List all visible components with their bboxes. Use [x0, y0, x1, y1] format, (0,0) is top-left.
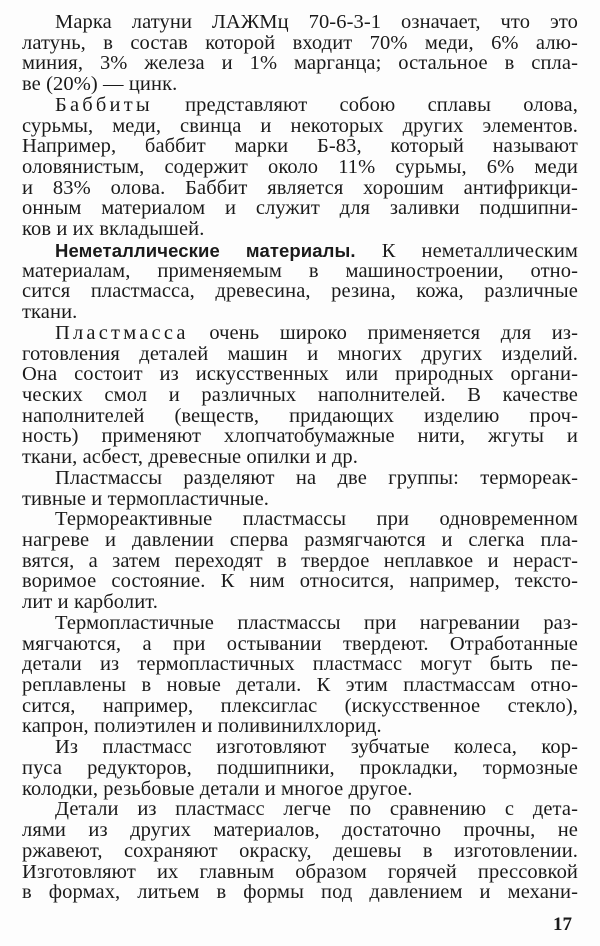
- line-text: Изготовляют их главным образом горячей прессовкой: [22, 860, 578, 883]
- line-text: Термореактивные пластмассы при одновременном: [55, 508, 578, 531]
- line-text: ткани.: [22, 301, 78, 324]
- line-text: сурьмы, меди, свинца и некоторых других элементов.: [22, 114, 578, 137]
- text-line: [22, 52, 578, 75]
- line-text: мягчаются, а при остывании твердеют. Отработанные: [22, 632, 578, 655]
- text-line: [22, 715, 578, 738]
- text-line: [55, 94, 578, 117]
- text-line: [55, 798, 578, 821]
- line-text: пуса редукторов, подшипники, прокладки, тормозные: [22, 756, 578, 779]
- text-line: [55, 239, 578, 262]
- text-line: [22, 425, 578, 448]
- line-text: представляют собою сплавы олова,: [185, 93, 578, 116]
- text-line: [22, 674, 578, 697]
- line-text: онным материалом и служит для заливки подшипни-: [22, 197, 578, 220]
- line-text: Например, баббит марки Б-83, который называют: [22, 135, 578, 158]
- text-line: [22, 73, 578, 96]
- line-text: воримое состояние. К ним относится, например, тексто-: [22, 570, 578, 593]
- text-line: [55, 467, 578, 490]
- line-text: Термопластичные пластмассы при нагревании раз-: [55, 611, 578, 634]
- text-line: [22, 384, 578, 407]
- line-text: тивные и термопластичные.: [22, 487, 269, 510]
- line-text: Марка латуни ЛАЖМц 70-6-3-1 означает, что это: [55, 11, 578, 33]
- text-line: [22, 405, 578, 428]
- text-line: [22, 840, 578, 863]
- line-text: материалам, применяемым в машиностроении, отно-: [22, 259, 578, 282]
- text-line: [55, 322, 578, 345]
- line-text: колодки, резьбовые детали и многое другое.: [22, 777, 413, 800]
- line-text: детали из термопластичных пластмасс могут быть пе-: [22, 653, 578, 676]
- line-text: сится пластмасса, древесина, резина, кожа, различные: [22, 280, 578, 303]
- text-line: [55, 736, 578, 759]
- text-line: [55, 508, 578, 531]
- text-line: [22, 363, 578, 386]
- line-text: ржавеют, сохраняют окраску, дешевы в изготовлении.: [22, 839, 578, 862]
- text-line: [22, 343, 578, 366]
- line-text: лями из других материалов, достаточно прочны, не: [22, 819, 578, 842]
- line-text: реплавлены в новые детали. К этим пластмассам отно-: [22, 674, 578, 697]
- text-line: [22, 757, 578, 780]
- line-text: Детали из пластмасс легче по сравнению с дета-: [55, 798, 578, 821]
- line-text: ность) применяют хлопчатобумажные нити, жгуты и: [22, 425, 578, 448]
- line-text: вятся, а затем переходят в твердое неплавкое и нераст-: [22, 549, 578, 572]
- text-line: [22, 529, 578, 552]
- text-line: [22, 819, 578, 842]
- text-line: [22, 218, 578, 241]
- text-line: [22, 570, 578, 593]
- text-line: [22, 135, 578, 158]
- text-line: [22, 488, 578, 511]
- text-line: [22, 280, 578, 303]
- line-text: нагреве и давлении сперва размягчаются и слегка пла-: [22, 529, 578, 551]
- emphasized-term: Пластмасса: [55, 321, 189, 344]
- text-line: [22, 446, 578, 469]
- text-line: [22, 301, 578, 324]
- text-line: [22, 653, 578, 676]
- line-text: и 83% олова. Баббит является хорошим антифрикци-: [22, 176, 578, 199]
- line-text: миния, 3% железа и 1% марганца; остальное в спла-: [22, 52, 578, 75]
- line-text: Пластмассы разделяют на две группы: термореак-: [55, 466, 578, 489]
- line-text: ткани, асбест, древесные опилки и др.: [22, 446, 358, 469]
- line-text: ве (20%) — цинк.: [22, 73, 178, 96]
- text-line: [22, 633, 578, 656]
- line-text: лит и карболит.: [22, 591, 159, 614]
- text-line: [22, 550, 578, 573]
- text-line: [22, 778, 578, 801]
- line-text: К неметаллическим: [381, 239, 578, 262]
- line-text: латунь, в состав которой входит 70% меди, 6% алю-: [22, 31, 578, 54]
- text-line: [22, 591, 578, 614]
- line-text: очень широко применяется для из-: [209, 321, 578, 344]
- line-text: оловянистым, содержит около 11% сурьмы, 6% меди: [22, 156, 578, 179]
- text-line: [22, 197, 578, 220]
- text-line: [22, 156, 578, 179]
- emphasized-term: Баббиты: [55, 93, 153, 116]
- line-text: Из пластмасс изготовляют зубчатые колеса, кор-: [55, 736, 578, 759]
- text-line: [22, 861, 578, 884]
- text-line: [55, 11, 578, 34]
- line-text: Она состоит из искусственных или природных органи-: [22, 363, 578, 386]
- line-text: сится, например, плексиглас (искусственное стекло),: [22, 694, 578, 717]
- line-text: в формах, литьем в формы под давлением и механи-: [22, 881, 578, 904]
- line-text: капрон, полиэтилен и поливинилхлорид.: [22, 715, 382, 738]
- text-line: [22, 695, 578, 718]
- text-line: [22, 32, 578, 55]
- text-line: [22, 115, 578, 138]
- line-text: ков и их вкладышей.: [22, 218, 205, 241]
- section-heading: Неметаллические материалы.: [55, 239, 356, 261]
- line-text: готовления деталей машин и многих других изделий.: [22, 342, 578, 365]
- page-number: 17: [553, 914, 572, 935]
- text-line: [55, 612, 578, 635]
- line-text: ческих смол и различных наполнителей. В качестве: [22, 383, 578, 406]
- text-line: [22, 177, 578, 200]
- text-line: [22, 260, 578, 283]
- text-line: [22, 881, 578, 904]
- line-text: наполнителей (веществ, придающих изделию проч-: [22, 404, 578, 427]
